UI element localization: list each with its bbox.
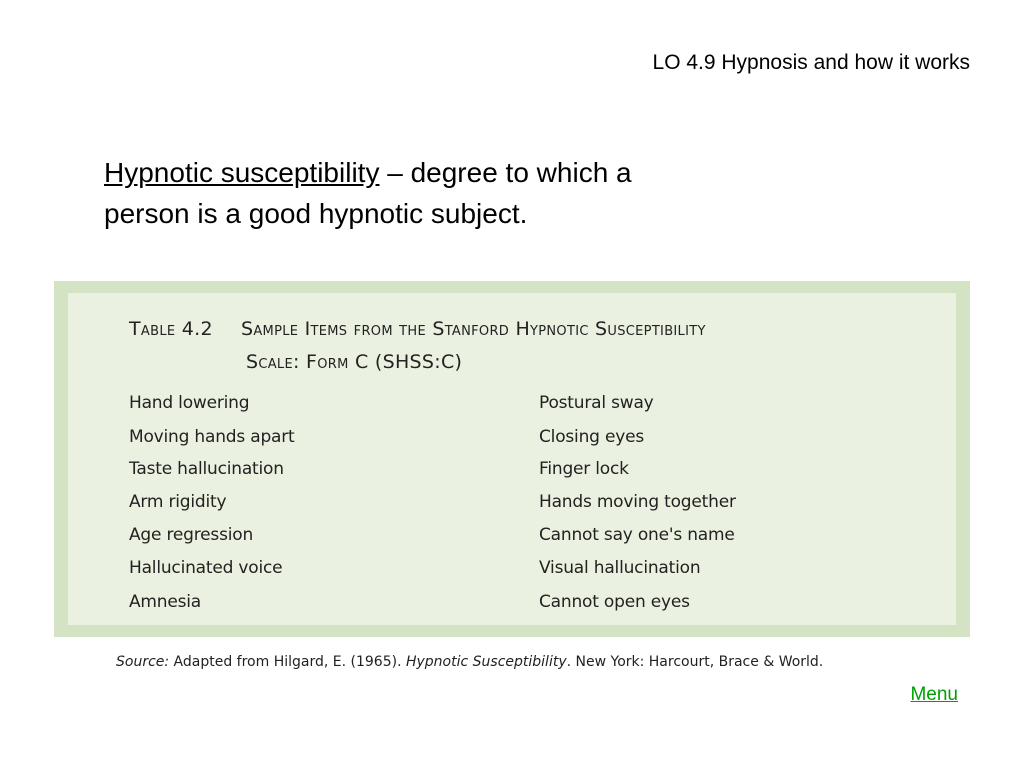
source-label: Source: [116, 654, 170, 670]
right-table-item: Postural sway [539, 393, 654, 413]
table-title-line2: Scale: Form C (SHSS:C) [246, 351, 463, 373]
left-table-item: Moving hands apart [129, 427, 295, 447]
menu-link[interactable]: Menu [910, 684, 958, 705]
left-table-item: Age regression [129, 525, 254, 545]
left-table-item: Hand lowering [129, 393, 250, 413]
right-table-item: Cannot say one's name [539, 525, 735, 545]
definition [104, 152, 644, 234]
left-table-item: Taste hallucination [129, 459, 284, 479]
right-table-item: Cannot open eyes [539, 592, 690, 612]
right-table-item: Closing eyes [539, 427, 644, 447]
right-table-item: Hands moving together [539, 492, 736, 512]
left-table-item: Hallucinated voice [129, 558, 283, 578]
table-panel [54, 281, 970, 637]
table-title [129, 318, 706, 373]
right-table-item: Finger lock [539, 459, 629, 479]
slide-header: LO 4.9 Hypnosis and how it works [652, 51, 970, 74]
table-inner [68, 293, 956, 625]
source-text-before: Adapted from Hilgard, E. (1965). [169, 654, 406, 670]
definition-text: – degree to which a person is a good hypnotic subject. [104, 157, 632, 229]
definition-term: Hypnotic susceptibility [104, 157, 380, 188]
left-table-item: Arm rigidity [129, 492, 227, 512]
right-table-item: Visual hallucination [539, 558, 701, 578]
table-number: Table 4.2 [129, 318, 213, 340]
table-title-line1: Sample Items from the Stanford Hypnotic Susceptibility [241, 318, 706, 340]
left-table-item: Amnesia [129, 592, 202, 612]
source-text-after: . New York: Harcourt, Brace & World. [566, 654, 824, 670]
source-citation [116, 654, 823, 670]
source-title: Hypnotic Susceptibility [405, 654, 567, 670]
